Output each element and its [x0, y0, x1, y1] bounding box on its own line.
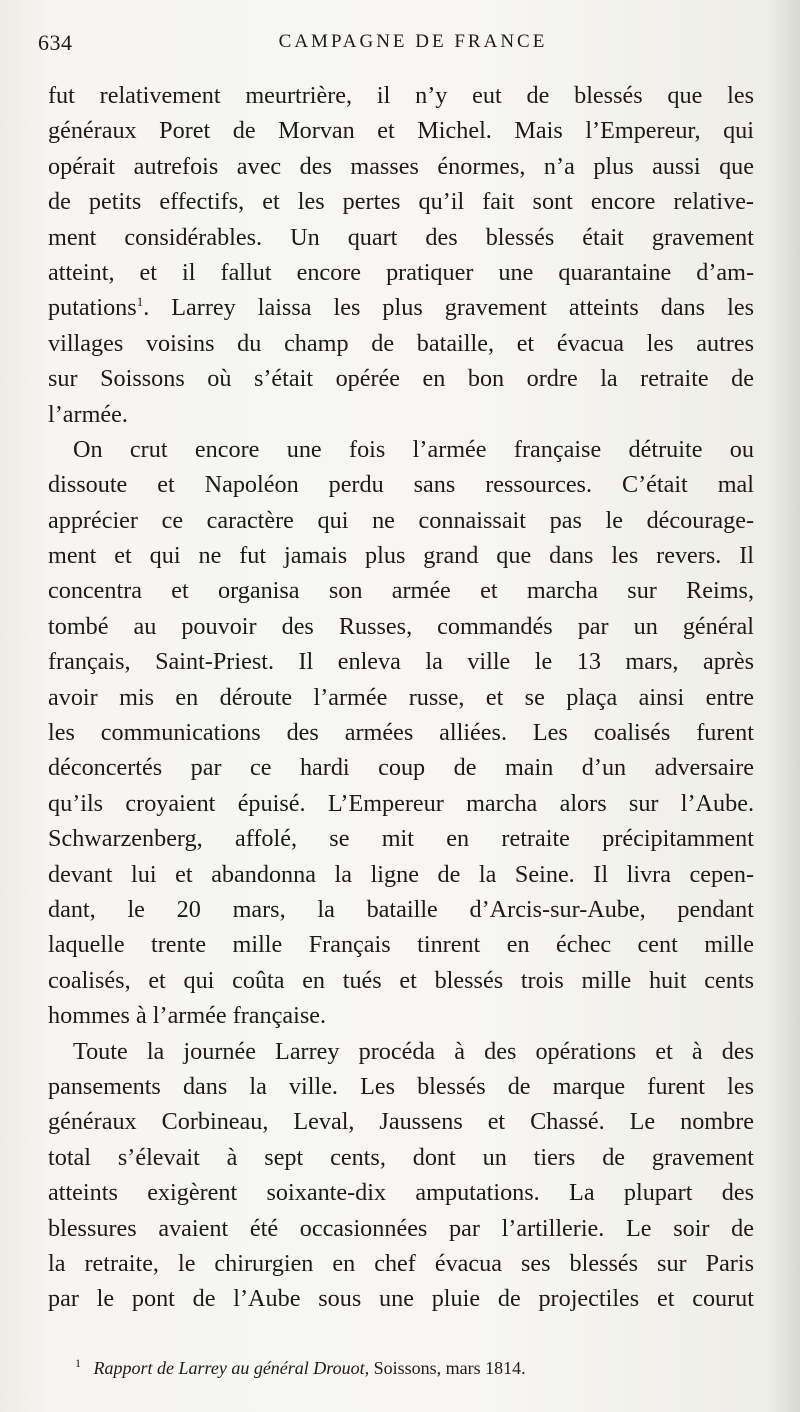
text-line-with-footnote-ref	[48, 290, 754, 325]
text-line: tombé au pouvoir des Russes, commandés par un général	[48, 612, 754, 640]
text-line: concentra et organisa son armée et marcha sur Reims,	[48, 577, 754, 605]
text-line: ment et qui ne fut jamais plus grand que dans les revers. Il	[48, 542, 754, 570]
text-line: l’armée.	[48, 400, 128, 428]
text-line: villages voisins du champ de bataille, et évacua les autres	[48, 329, 754, 357]
text-line: Toute la journée Larrey procéda à des opérations et à des	[73, 1037, 754, 1065]
text-line: sur Soissons où s’était opérée en bon ordre la retraite de	[48, 365, 754, 393]
text-line: coalisés, et qui coûta en tués et blessés trois mille huit cents	[48, 966, 754, 994]
footnote-detail: Soissons, mars 1814.	[373, 1358, 526, 1378]
paragraph	[48, 432, 754, 1034]
text-line: qu’ils croyaient épuisé. L’Empereur marcha alors sur l’Aube.	[48, 789, 754, 817]
text-line: pansements dans la ville. Les blessés de marque furent les	[48, 1072, 754, 1100]
body-text	[48, 78, 754, 1317]
text-line: total s’élevait à sept cents, dont un tiers de gravement	[48, 1143, 754, 1171]
footnote-mark: 1	[75, 1356, 81, 1370]
text-line: dissoute et Napoléon perdu sans ressources. C’était mal	[48, 471, 754, 499]
footnote-source: Rapport de Larrey au général Drouot,	[93, 1358, 370, 1378]
running-title: CAMPAGNE DE FRANCE	[278, 31, 548, 52]
page-number: 634	[38, 30, 73, 55]
text-line: déconcertés par ce hardi coup de main d’un adversaire	[48, 754, 754, 782]
text-line: atteints exigèrent soixante-dix amputations. La plupart des	[48, 1179, 754, 1207]
text-line: ment considérables. Un quart des blessés était gravement	[48, 223, 754, 251]
text-line: devant lui et abandonna la ligne de la Seine. Il livra cepen-	[48, 860, 754, 888]
text-line: avoir mis en déroute l’armée russe, et se plaça ainsi entre	[48, 683, 754, 711]
text-line: de petits effectifs, et les pertes qu’il fait sont encore relative-	[48, 188, 754, 216]
text-line: généraux Corbineau, Leval, Jaussens et Chassé. Le nombre	[48, 1108, 754, 1136]
text-line: hommes à l’armée française.	[48, 1002, 327, 1030]
text-line: blessures avaient été occasionnées par l’artillerie. Le soir de	[48, 1214, 754, 1242]
text-line: généraux Poret de Morvan et Michel. Mais l’Empereur, qui	[48, 117, 754, 145]
paragraph	[48, 1034, 754, 1317]
text-line: laquelle trente mille Français tinrent en échec cent mille	[48, 931, 754, 959]
text-fragment: putations	[48, 294, 137, 322]
text-line: fut relativement meurtrière, il n’y eut de blessés que les	[48, 82, 754, 109]
footnote	[75, 1351, 755, 1380]
text-line: français, Saint-Priest. Il enleva la ville le 13 mars, après	[48, 648, 754, 676]
text-line: par le pont de l’Aube sous une pluie de projectiles et courut	[48, 1285, 754, 1313]
footnote-reference: 1	[136, 294, 144, 310]
text-line: dant, le 20 mars, la bataille d’Arcis-sur-Aube, pendant	[48, 895, 754, 923]
running-head	[38, 30, 758, 60]
text-line: les communications des armées alliées. Les coalisés furent	[48, 719, 754, 747]
text-line: atteint, et il fallut encore pratiquer une quarantaine d’am-	[48, 258, 754, 286]
paragraph	[48, 78, 754, 432]
text-line: la retraite, le chirurgien en chef évacua ses blessés sur Paris	[48, 1249, 754, 1277]
text-fragment: . Larrey laissa les plus gravement atteints dans les	[143, 294, 754, 322]
text-line: On crut encore une fois l’armée française détruite ou	[73, 435, 754, 463]
text-line: apprécier ce caractère qui ne connaissait pas le découragе-	[48, 506, 754, 534]
text-line: opérait autrefois avec des masses énormes, n’a plus aussi que	[48, 152, 754, 180]
text-line: Schwarzenberg, affolé, se mit en retraite précipitamment	[48, 825, 754, 853]
